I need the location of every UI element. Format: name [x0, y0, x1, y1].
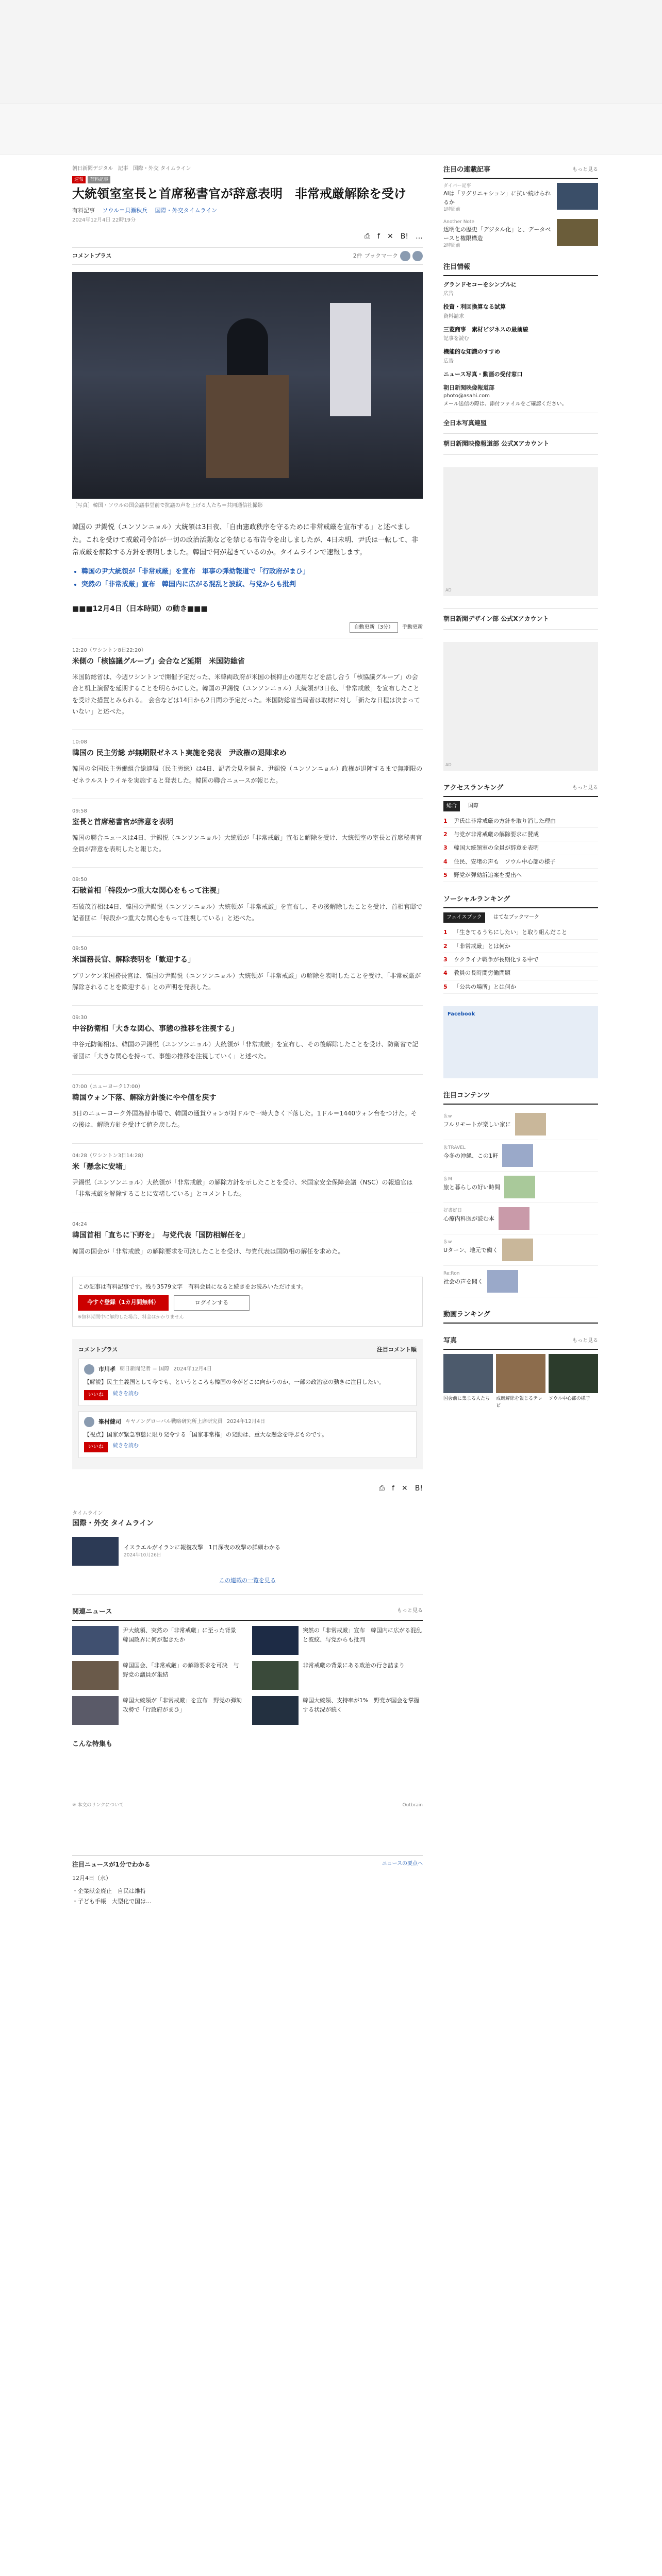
facebook-widget[interactable]: [443, 1006, 598, 1078]
content-tile-text: [443, 1239, 498, 1261]
comment-author: [84, 1364, 411, 1375]
pr-item[interactable]: [443, 302, 598, 321]
related-thumb: [252, 1696, 299, 1725]
series-more-link[interactable]: この連載の一覧を見る: [72, 1571, 423, 1595]
breadcrumb: [72, 165, 423, 173]
x-icon[interactable]: ✕: [387, 232, 393, 241]
sidebar-card[interactable]: [443, 183, 598, 214]
rank-title: 「公共の場所」とは何か: [454, 983, 516, 990]
entry-text: 中谷元防衛相は、韓国の尹錫悦（ユンソンニョル）大統領が「非常戒厳」を宣布し、その後解除したことを受け、防衛省で記者団に「大きな関心を持って、事態の推移を注視していく」と述べた。: [72, 1041, 419, 1060]
entry-title: 韓国首相「直ちに下野を」 与党代表「国防相解任を」: [72, 1231, 249, 1240]
content-tile-tag: 好書好日: [443, 1208, 462, 1214]
sidebar-head: [443, 894, 598, 908]
article-title: 大統領室室長と首席秘書官が辞意表明 非常戒厳解除を受け: [72, 187, 406, 201]
contents-block: [443, 1091, 598, 1297]
rank-number: 1: [443, 929, 448, 936]
rank-number: 5: [443, 872, 448, 879]
related-title: 関連ニュース: [72, 1608, 112, 1616]
sidebar-head: [443, 783, 598, 797]
timeline-entry: [72, 1212, 423, 1269]
photo-caption-item: 戒厳解除を報じるテレビ: [496, 1396, 542, 1409]
comment-avatars[interactable]: [353, 251, 423, 261]
facebook-icon[interactable]: f: [377, 232, 380, 241]
paywall-text: この記事は有料記事です。残り3579文字 有料会員になると続きをお読みいただけます。: [78, 1283, 307, 1290]
register-button[interactable]: 今すぐ登録（1カ月間無料）: [78, 1295, 169, 1311]
pr-item[interactable]: [443, 325, 598, 344]
sidebar-head: [443, 1310, 598, 1324]
social-tab[interactable]: はてなブックマーク: [493, 914, 540, 921]
content-tile[interactable]: [443, 1109, 598, 1140]
byline-label: 有料記事: [72, 207, 95, 214]
comment-actions: [84, 1390, 411, 1400]
breadcrumb-item[interactable]: 国際・外交 タイムライン: [133, 166, 191, 172]
entry-text: 尹錫悦（ユンソンニョル）大統領が「非常戒厳」の解除方針を示したことを受け、米国家安全保障会議（NSC）の報道官は「非常戒厳を解除することに安堵している」とコメントした。: [72, 1178, 413, 1198]
comment-author: [84, 1417, 411, 1427]
comment-plus-label[interactable]: コメントプラス: [72, 252, 112, 260]
content-tile-tag: ＆w: [443, 1240, 452, 1245]
photo-flag-shape: [330, 303, 371, 416]
sidebar-card-sub: 2時間前: [443, 243, 460, 249]
comment-bar: [72, 247, 423, 265]
facebook-widget-title: Facebook: [448, 1011, 475, 1018]
pr-item-title: ニュース写真・動画の受付窓口: [443, 370, 523, 378]
social-tab[interactable]: フェイスブック: [443, 912, 485, 923]
rank-title: ウクライナ戦争が長期化する中で: [454, 956, 539, 963]
read-more-link[interactable]: 続きを読む: [113, 1443, 139, 1449]
ranking-tabs: [443, 801, 598, 811]
entry-time: 09:30: [72, 1015, 87, 1021]
rank-title: 韓国大統領室の全員が辞意を表明: [454, 844, 539, 852]
footnote-right[interactable]: Outbrain: [402, 1802, 423, 1808]
header-ad-slot: [0, 103, 662, 155]
series-item-title: イスラエルがイランに報復攻撃 1日深夜の攻撃の詳細わかる: [124, 1544, 280, 1551]
sidebar-card-thumb: [557, 183, 598, 210]
related-item[interactable]: [72, 1626, 243, 1655]
sidebar-pr-block: [443, 262, 598, 455]
entry-time: 10:08: [72, 739, 87, 745]
entry-text: 韓国の全国民主労働組合総連盟（民主労総）は4日、記者会見を開き、尹錫悦（ユンソンニョル）政権が退陣するまで無期限のゼネラルストライキを実施すると発表した。韓国の聯合ニュースが報じた。: [72, 765, 423, 784]
content-tile-tag: ＆w: [443, 1114, 452, 1120]
tag-paid: 有料記事: [88, 176, 110, 183]
content-tile-text: [443, 1113, 511, 1136]
entry-text: 米国防総省は、今週ワシントンで開催予定だった、米韓両政府が米国の核抑止の運用などを話し合う「核協議グループ」の会合と机上演習を延期することを明らかにした。韓国の尹錫悦（ユンソンニョル）大統領が3日夜、「非常戒厳」を宣布したことを受けた措置とみられる。 会合などは14日から2日間の予定だった。米国防総省当局者は取材に対し「新たな日程は決まっていない」と述べた。: [72, 673, 420, 715]
social-list: [443, 926, 598, 994]
content-tile-thumb: [515, 1113, 546, 1136]
rank-title: 教員の長時間労働問題: [454, 970, 510, 977]
pr-item-sub: 広告: [443, 291, 454, 297]
content-tile[interactable]: [443, 1234, 598, 1266]
related-thumb: [72, 1626, 119, 1655]
access-ranking: [443, 783, 598, 883]
manual-update-button[interactable]: 手動更新: [402, 624, 423, 630]
content-tile-tag: ＆M: [443, 1177, 452, 1182]
series-label: タイムライン: [72, 1511, 103, 1517]
sidebar-head: [443, 1336, 598, 1350]
news-summary-item[interactable]: ・ 企業献金廃止 自民は維持: [72, 1886, 423, 1896]
timeline-entry: [72, 867, 423, 936]
auto-update-controls: [72, 622, 423, 633]
tag-row: [72, 176, 423, 183]
series-item-text: [124, 1543, 280, 1560]
content-tile[interactable]: [443, 1172, 598, 1203]
pr-item-title: グランドセコーをシンプルに: [443, 281, 517, 288]
entry-time: 09:58: [72, 808, 87, 814]
news-summary-day: 12月4日（水）: [72, 1875, 111, 1882]
pr-list: [443, 280, 598, 379]
related-head: [72, 1607, 423, 1621]
news-summary-more[interactable]: ニュースの要点へ: [382, 1861, 423, 1867]
rank-title: 野党が弾劾訴追案を提出へ: [454, 872, 522, 879]
sidebar-card-sub: 1時間前: [443, 207, 460, 213]
entry-time: 09:50: [72, 877, 87, 883]
rank-number: 5: [443, 983, 448, 990]
main-article: [72, 165, 423, 1907]
comment-text: 【視点】国家が緊急事態に限り発令する「国家非常権」の発動は、重大な懸念を呼ぶものです。: [84, 1431, 328, 1438]
entry-title: 米「懸念に安堵」: [72, 1162, 130, 1171]
rank-number: 4: [443, 970, 448, 977]
ad-label: AD: [445, 762, 452, 767]
related-link-list: [81, 566, 423, 591]
comment-date: 2024年12月4日: [173, 1366, 212, 1372]
footnote-left[interactable]: ※ 本文のリンクについて: [72, 1802, 124, 1808]
byline-author[interactable]: ソウル＝貝瀬秋兵: [102, 207, 148, 214]
related-thumb: [252, 1626, 299, 1655]
comment-author-name[interactable]: 市川孝: [98, 1366, 115, 1373]
sidebar-card-title: 透明化の歴史「デジタル化」と、データベースと権限構造: [443, 226, 551, 242]
entry-text: 韓国の国会が「非常戒厳」の解除要求を可決したことを受け、与党代表は国防相の解任を求めた。: [72, 1247, 344, 1255]
content-tile-title: フルリモートが楽しい家に: [443, 1121, 511, 1128]
avatar: [412, 251, 423, 261]
photo-strip: [443, 1354, 598, 1393]
timeline-entry: [72, 1143, 423, 1212]
sidebar-card-text: [443, 183, 553, 214]
timeline-entry: [72, 936, 423, 1005]
login-button[interactable]: ログインする: [174, 1295, 250, 1311]
more-icon[interactable]: …: [416, 232, 423, 241]
sidebar-head: [443, 165, 598, 179]
rank-number: 2: [443, 942, 448, 950]
auto-update-button[interactable]: 自動更新（3分）: [350, 622, 398, 633]
comment-plus-head: [78, 1345, 417, 1354]
content-tile-thumb: [502, 1239, 533, 1261]
related-item[interactable]: [72, 1696, 243, 1725]
social-ranking: [443, 894, 598, 994]
facebook-icon[interactable]: f: [392, 1484, 395, 1493]
related-item[interactable]: [252, 1661, 423, 1690]
comment-actions: [84, 1442, 411, 1452]
related-grid: [72, 1626, 423, 1725]
content-tile-title: 心療内科医が読む本: [443, 1215, 494, 1223]
rank-title: 与党が非常戒厳の解除要求に賛成: [454, 831, 539, 838]
pr-item[interactable]: [443, 370, 598, 379]
comment-count: 2件: [353, 252, 362, 260]
timeline-entries: [72, 638, 423, 1269]
timeline-heading: ■■■12月4日（日本時間）の動き■■■: [72, 605, 208, 614]
rank-number: 3: [443, 956, 448, 963]
ranking-tab[interactable]: 国際: [468, 803, 478, 809]
related-item[interactable]: [252, 1626, 423, 1655]
related-item[interactable]: [252, 1696, 423, 1725]
sidebar-head-title: ソーシャルランキング: [443, 895, 510, 904]
photo-block: [443, 1336, 598, 1410]
lead-photo[interactable]: [72, 272, 423, 499]
contact-text: メール送信の際は、添付ファイルをご確認ください。: [443, 401, 567, 408]
like-button[interactable]: いいね: [84, 1390, 108, 1400]
rank-number: 1: [443, 817, 448, 824]
timeline-series-box: [72, 1510, 423, 1595]
entry-text: 韓国の聯合ニュースは4日、尹錫悦（ユンソンニョル）大統領が「非常戒厳」宣布と解除を受け、大統領室の室長と首席秘書官全員が辞意を表明したと報じた。: [72, 834, 422, 853]
sidebar-head: [443, 1091, 598, 1105]
feature-heading: こんな特集も: [72, 1740, 113, 1749]
comment-share-label: ブックマーク: [364, 252, 398, 260]
bookmark-icon[interactable]: B!: [415, 1484, 423, 1493]
timeline-entry: [72, 1005, 423, 1074]
share-row-bottom: [72, 1482, 423, 1495]
series-name[interactable]: 国際・外交 タイムライン: [72, 1519, 154, 1528]
series-item[interactable]: [72, 1537, 423, 1571]
entry-text: ブリンケン米国務長官は、韓国の尹錫悦（ユンソンニョル）大統領が「非常戒厳」の解除を表明したことを受け、「非常戒厳が解除されることを歓迎する」との声明を発表した。: [72, 972, 421, 991]
sidebar-card-thumb: [557, 219, 598, 246]
comment-author-role: 朝日新聞記者 ＝ 国際: [120, 1366, 170, 1372]
contact-title: 朝日新聞映像報道部: [443, 384, 494, 391]
x-icon[interactable]: ✕: [402, 1484, 408, 1493]
top-spacer: [0, 0, 662, 103]
timeline-entry: [72, 799, 423, 868]
sidebar-card-title: AIは「リグリニャション」に抗い続けられるか: [443, 190, 551, 206]
entry-text: 石破茂首相は4日、韓国の尹錫悦（ユンソンニョル）大統領が「非常戒厳」を宣布し、その後解除したことを受け、首相官邸で記者団に「特段かつ重大な関心をもって注視している」と述べた。: [72, 903, 423, 922]
entry-title: 室長と首席秘書官が辞意を表明: [72, 818, 173, 826]
print-icon[interactable]: ⎙: [378, 1484, 385, 1493]
content-tile-title: 旅と暮らしの好い時間: [443, 1184, 500, 1191]
pr-item[interactable]: [443, 347, 598, 366]
paywall-box: [72, 1277, 423, 1327]
avatar: [84, 1364, 94, 1375]
content-tile-thumb: [499, 1207, 529, 1230]
entry-title: 韓国ウォン下落、解除方針後にやや値を戻す: [72, 1093, 217, 1102]
social-tabs: [443, 912, 598, 923]
ranking-item[interactable]: [443, 855, 598, 869]
like-button[interactable]: いいね: [84, 1442, 108, 1452]
comment-author-role: キヤノングローバル戦略研究所上席研究員: [125, 1418, 223, 1425]
timeline-entry: [72, 730, 423, 799]
content-tile[interactable]: [443, 1203, 598, 1234]
bookmark-icon[interactable]: B!: [400, 232, 408, 241]
comment-card: [78, 1359, 417, 1406]
news-summary-head: [72, 1860, 423, 1870]
ranking-item[interactable]: [443, 815, 598, 828]
ad-label: AD: [445, 587, 452, 592]
related-item-title: 尹大統領、突然の「非常戒厳」に至った背景 韓国政界に何が起きたか: [123, 1627, 242, 1643]
comment-date: 2024年12月4日: [226, 1418, 266, 1425]
entry-time: 12:20（ワシントン8日22:20）: [72, 647, 146, 653]
timeline-entry: [72, 1074, 423, 1143]
related-more[interactable]: もっと見る: [397, 1608, 423, 1614]
related-news: [72, 1607, 423, 1725]
paywall-note: ※無料期間中に解約した場合、料金はかかりません: [78, 1315, 184, 1320]
ranking-item[interactable]: [443, 940, 598, 953]
photo-caption-item: 国会前に集まる人たち: [443, 1396, 490, 1401]
entry-title: 中谷防衛相「大きな関心、事態の推移を注視する」: [72, 1025, 238, 1033]
read-more-link[interactable]: 続きを読む: [113, 1391, 139, 1397]
contact-info: [443, 383, 598, 409]
pr-item[interactable]: [443, 280, 598, 299]
rank-title: 「非常戒厳」とは何か: [454, 942, 510, 950]
timeline-entry: [72, 638, 423, 730]
sidebar-head-title: 動画ランキング: [443, 1311, 490, 1319]
photo-caption: ［写真］韓国・ソウルの国会議事堂前で抗議の声を上げる人たち＝共同通信社撮影: [72, 502, 263, 509]
footnote-row: [72, 1802, 423, 1809]
photo-podium-shape: [206, 375, 289, 478]
related-thumb: [72, 1661, 119, 1690]
entry-title: 米側の「核協議グループ」会合など延期 米国防総省: [72, 657, 245, 666]
entry-time: 04:28（ワシントン3日14:28）: [72, 1153, 146, 1159]
content-tile-tag: Re:Ron: [443, 1271, 460, 1277]
photo-caption-item: ソウル中心部の様子: [549, 1396, 590, 1401]
entry-title: 韓国の 民主労総 が無期限ゼネスト実施を発表 尹政権の退陣求め: [72, 749, 287, 757]
sidebar-card-tag: Another Note: [443, 219, 475, 225]
rank-number: 4: [443, 858, 448, 865]
sidebar-ad[interactable]: [443, 467, 598, 596]
photo-thumb[interactable]: [496, 1354, 545, 1393]
ranking-item[interactable]: [443, 841, 598, 855]
comment-card: [78, 1411, 417, 1459]
sidebar-more[interactable]: もっと見る: [572, 785, 598, 791]
comment-sort[interactable]: 注目コメント順: [377, 1346, 417, 1353]
body-paragraph: 韓国の 尹錫悦（ユンソンニョル）大統領は3日夜、「自由憲政秩序を守るために非常戒厳を宣布する」と述べました。これを受けて戒厳司令部が一切の政治活動などを禁じる布告令を出しましたが、4日未明、尹氏は一転して、非常戒厳を解除する方針を表明しました。韓国で何が起きているのか。タイムラインで速報します。: [72, 523, 419, 557]
related-thumb: [72, 1696, 119, 1725]
byline-timeline[interactable]: 国際・外交タイムライン: [155, 207, 218, 214]
rank-number: 3: [443, 844, 448, 852]
entry-time: 04:24: [72, 1222, 87, 1228]
content-tile-text: [443, 1176, 500, 1198]
news-summary-title: 注目ニュースが1分でわかる: [72, 1861, 151, 1869]
content-tile-title: 今冬の沖縄、この1軒: [443, 1153, 498, 1160]
paywall-cta: [78, 1295, 417, 1311]
ranking-item[interactable]: [443, 828, 598, 841]
ranking-item[interactable]: [443, 953, 598, 967]
entry-title: 石破首相「特段かつ重大な関心をもって注視」: [72, 887, 224, 895]
sidebar-head-title: 注目情報: [443, 263, 471, 271]
related-thumb: [252, 1661, 299, 1690]
entry-time: 09:50: [72, 946, 87, 952]
sidebar-card-text: [443, 219, 553, 250]
rank-title: 尹氏は非常戒厳の方針を取り消した理由: [454, 817, 556, 824]
related-item-title: 韓国国会、「非常戒厳」の解除要求を可決 与野党の議員が集結: [123, 1662, 239, 1678]
photo-thumb[interactable]: [443, 1354, 493, 1393]
video-ranking: [443, 1310, 598, 1324]
ranking-item[interactable]: [443, 980, 598, 994]
sidebar-head: [443, 262, 598, 276]
comment-plus-title: コメントプラス: [78, 1346, 118, 1353]
news-summary-item[interactable]: ・ 子ども手帳 大型化で国は…: [72, 1896, 423, 1907]
comment-author-name[interactable]: 峯村健司: [98, 1418, 121, 1425]
content-tile-tag: ＆TRAVEL: [443, 1145, 466, 1151]
content-tile-thumb: [504, 1176, 535, 1198]
sidebar-head-title: 注目の連載記事: [443, 166, 491, 174]
sidebar-link[interactable]: 朝日新聞デザイン部 公式Xアカウント: [443, 608, 598, 630]
pr-item-sub: 資料請求: [443, 313, 464, 319]
byline: [72, 206, 423, 215]
pr-item-title: 三菱商事 素材ビジネスの最前線: [443, 326, 528, 333]
content-tile-thumb: [487, 1270, 518, 1293]
content-tile-text: [443, 1270, 483, 1293]
related-link[interactable]: • 韓国の尹大統領が「非常戒厳」を宣布 軍事の弾劾報道で「行政府がまひ」: [81, 566, 423, 579]
pr-item-title: 投資・利回換算なる試算: [443, 303, 506, 311]
avatar: [400, 251, 410, 261]
sidebar-head-title: 注目コンテンツ: [443, 1092, 490, 1100]
content-tile[interactable]: [443, 1140, 598, 1172]
tag-breaking: 速報: [72, 176, 86, 183]
content-tile-thumb: [502, 1144, 533, 1167]
avatar: [84, 1417, 94, 1427]
sidebar-link[interactable]: 朝日新聞映像報道部 公式Xアカウント: [443, 433, 598, 454]
content-tile-text: [443, 1207, 494, 1230]
series-thumb: [72, 1537, 119, 1566]
content-tile-title: Uターン、地元で働く: [443, 1247, 498, 1254]
breadcrumb-item[interactable]: 記事: [118, 166, 128, 172]
news-summary-list: [72, 1886, 423, 1907]
sidebar-ad[interactable]: [443, 642, 598, 771]
breadcrumb-item[interactable]: 朝日新聞デジタル: [72, 166, 113, 172]
sidebar-more[interactable]: もっと見る: [572, 167, 598, 173]
entry-time: 07:00（ニューヨーク17:00）: [72, 1083, 143, 1090]
related-item-title: 非常戒厳の背景にある政治の行き詰まり: [303, 1662, 405, 1669]
ranking-item[interactable]: [443, 869, 598, 882]
print-icon[interactable]: ⎙: [364, 232, 371, 241]
related-item-title: 韓国大統領、支持率が1% 野党が国会を掌握する状況が続く: [303, 1697, 420, 1713]
related-link[interactable]: • 突然の「非常戒厳」宣布 韓国内に広がる混乱と波紋、与党からも批判: [81, 579, 423, 591]
sidebar-link[interactable]: 全日本写真連盟: [443, 413, 598, 433]
ranking-tab[interactable]: 総合: [443, 801, 460, 811]
related-item-title: 突然の「非常戒厳」宣布 韓国内に広がる混乱と波紋、与党からも批判: [303, 1627, 422, 1643]
content-tile-text: [443, 1144, 498, 1167]
rank-number: 2: [443, 831, 448, 838]
photo-captions: [443, 1395, 598, 1410]
pr-item-title: 機能的な知識のすすめ: [443, 348, 501, 355]
ranking-item[interactable]: [443, 967, 598, 980]
entry-title: 米国務長官、解除表明を「歓迎する」: [72, 956, 195, 964]
rank-title: 住民、安堵の声も ソウル中心部の様子: [454, 858, 556, 865]
rank-title: 「生きてるうちにしたい」と取り組んだこと: [454, 929, 567, 936]
share-row: [72, 230, 423, 243]
comment-text: 【解説】民主主義国として今でも、というところも韓国の今がどこに向かうのか、一部の政治家の動きに注目したい。: [84, 1379, 385, 1386]
ranking-item[interactable]: [443, 926, 598, 939]
content-tile-title: 社会の声を聞く: [443, 1278, 483, 1285]
sidebar-more[interactable]: もっと見る: [572, 1338, 598, 1344]
pr-item-sub: 記事を読む: [443, 336, 469, 342]
contact-mail[interactable]: photo@asahi.com: [443, 393, 490, 399]
sidebar-head-title: アクセスランキング: [443, 784, 504, 792]
sidebar-serial-block: [443, 165, 598, 250]
article-body: [72, 521, 423, 591]
series-item-date: 2024年10月26日: [124, 1553, 161, 1558]
sidebar-card[interactable]: [443, 219, 598, 250]
related-item[interactable]: [72, 1661, 243, 1690]
sidebar-card-tag: ダイバー記事: [443, 183, 471, 189]
article-date: 2024年12月4日 22時19分: [72, 217, 136, 223]
pr-item-sub: 広告: [443, 358, 454, 364]
comment-plus-section: [72, 1339, 423, 1469]
news-summary-box: [72, 1855, 423, 1906]
photo-thumb[interactable]: [549, 1354, 598, 1393]
related-item-title: 韓国大統領が「非常戒厳」を宣布 野党の弾劾攻勢で「行政府がまひ」: [123, 1697, 242, 1713]
ranking-list: [443, 815, 598, 883]
content-tile[interactable]: [443, 1266, 598, 1297]
sidebar-head-title: 写真: [443, 1336, 457, 1345]
sidebar: [443, 165, 598, 1907]
entry-text: 3日のニューヨーク外国為替市場で、韓国の通貨ウォンが対ドルで一時大きく下落した。1ドル＝1440ウォン台をつけた。その後は、解除方針を受けて値を戻した。: [72, 1110, 417, 1129]
